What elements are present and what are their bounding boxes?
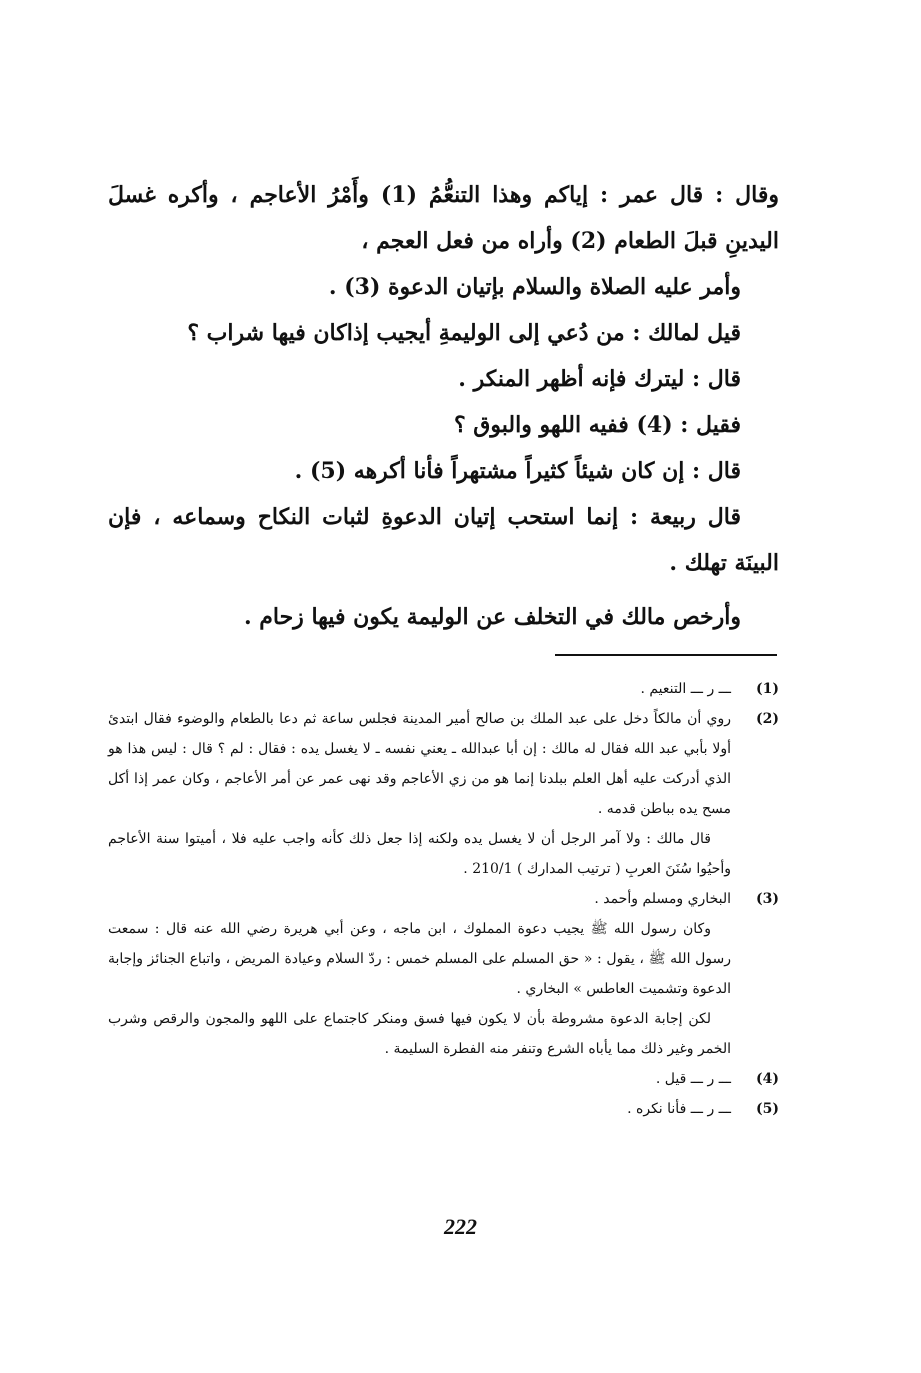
footnote-text: روي أن مالكاً دخل على عبد الملك بن صالح أمير المدينة فجلس ساعة ثم دعا بالطعام والوضوء فقال ابتدئ أولا بأبي عبد الله فقال له مالك : إن أبا عبدالله ـ يعني نفسه ـ لا يغسل يده : فقال : لم ؟ قال : ليس هذا هو الذي أدركت عليه أهل العلم ببلدنا إنما هو من زي الأعاجم وقد نهى عمر عن أمر الأعاجم ، وكان عمر إذا أكل مسح يده بباطن قدمه . bbox=[108, 711, 731, 817]
footnote-number: (4) bbox=[756, 1071, 779, 1087]
footnote-text: ـــ ر ـــ التنعيم . bbox=[640, 681, 731, 697]
footnote-3 bbox=[108, 884, 779, 914]
footnote-number: (1) bbox=[756, 681, 779, 697]
footnote-1 bbox=[108, 674, 779, 704]
footnote-4 bbox=[108, 1064, 779, 1094]
paragraph-answer-dislike: قال : إن كان شيئاً كثيراً مشتهراً فأنا أكرهه (5) . bbox=[294, 458, 741, 484]
footnote-text: وكان رسول الله ﷺ يجيب دعوة المملوك ، ابن ماجه ، وعن أبي هريرة رضي الله عنه قال : سمعت رسول الله ﷺ ، يقول : « حق المسلم على المسلم خمس : ردّ السلام وعيادة المريض ، واتباع الجنائز وإجابة الدعوة وتشميت العاطس » البخاري . bbox=[108, 921, 731, 997]
footnote-separator bbox=[555, 654, 777, 656]
paragraph-question-music: فقيل : (4) ففيه اللهو والبوق ؟ bbox=[453, 412, 741, 438]
paragraph-invitation: وأمر عليه الصلاة والسلام بإتيان الدعوة (3) . bbox=[328, 274, 741, 300]
paragraph-question-malik: قيل لمالك : من دُعي إلى الوليمةِ أيجيب إذاكان فيها شراب ؟ bbox=[187, 320, 741, 346]
footnote-2 bbox=[108, 704, 779, 824]
footnote-number: (3) bbox=[756, 891, 779, 907]
main-text bbox=[108, 172, 779, 640]
paragraph-answer-leave: قال : ليترك فإنه أظهر المنكر . bbox=[458, 366, 741, 392]
paragraph-rabia: قال ربيعة : إنما استحب إتيان الدعوةِ لثبات النكاح وسماعه ، فإن البينَة تهلك . bbox=[108, 504, 779, 576]
footnote-text: ـــ ر ـــ قيل . bbox=[655, 1071, 731, 1087]
footnote-5 bbox=[108, 1094, 779, 1124]
paragraph-crowding: وأرخص مالك في التخلف عن الوليمة يكون فيها زحام . bbox=[243, 604, 741, 630]
footnote-text: لكن إجابة الدعوة مشروطة بأن لا يكون فيها فسق ومنكر كاجتماع على اللهو والمجون والرقص وشرب الخمر وغير ذلك مما يأباه الشرع وتنفر منه الفطرة السليمة . bbox=[108, 1011, 731, 1057]
footnote-text: البخاري ومسلم وأحمد . bbox=[594, 891, 731, 907]
footnote-number: (2) bbox=[756, 711, 779, 727]
page-number: 222 bbox=[444, 1214, 477, 1239]
footnote-text: قال مالك : ولا آمر الرجل أن لا يغسل يده ولكنه إذا جعل ذلك كأنه واجب عليه فلا ، أميتوا سنة الأعاجم وأحيُوا سُنَنَ العربِ ( ترتيب المدارك ) 210/1 . bbox=[108, 831, 731, 877]
paragraph-umar: وقال : قال عمر : إياكم وهذا التنعُّمُ (1) وأَمْرُ الأعاجم ، وأكره غسلَ اليدينِ قبلَ الطعام (2) وأراه من فعل العجم ، bbox=[108, 182, 779, 254]
footnote-number: (5) bbox=[756, 1101, 779, 1117]
footnote-text: ـــ ر ـــ فأنا نكره . bbox=[627, 1101, 731, 1117]
footnotes bbox=[108, 674, 779, 1124]
